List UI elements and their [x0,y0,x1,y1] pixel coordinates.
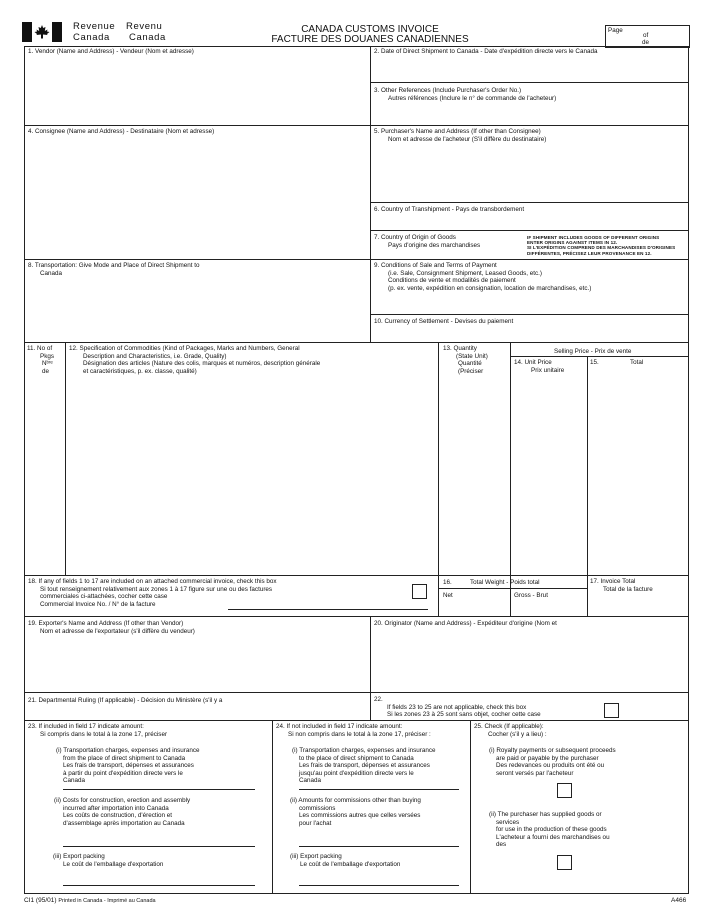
field-19-exporter-label: 19. Exporter's Name and Address (If other than Vendor) Nom et adresse de l'exportateur (s'il diffère du vendeur) [28,620,195,635]
field-24-ii-amount-line[interactable] [299,846,459,847]
field-20-originator-input[interactable] [371,630,687,691]
agency-name-en-line1: Revenue [73,21,116,32]
field-10-currency-label: 10. Currency of Settlement - Devises du paiement [374,318,514,325]
items-specification-column[interactable] [66,385,437,574]
page-de-label: de [642,39,650,46]
field-22-checkbox[interactable] [604,703,619,718]
items-unit-price-column[interactable] [511,385,586,574]
field-25-ii-checkbox[interactable] [557,855,572,870]
field-16-net-input[interactable] [439,600,509,615]
field-24-not-included-label: 24. If not included in field 17 indicate amount: Si non compris dans le total à la zone 17, préciser : [276,723,431,738]
field-19-exporter-input[interactable] [25,637,369,691]
field-24-i-label: (i) Transportation charges, expenses and insurance to the place of direct shipment to Canada Les frais de transport, dépenses et assurances jusqu'au point d'expédition directe vers le Canada [292,747,436,785]
agency-name-en-line2: Canada [73,32,110,43]
canada-flag-icon [22,22,62,42]
field-7-origin-label: 7. Country of Origin of Goods Pays d'origine des marchandises [374,234,481,249]
field-1-vendor-label: 1. Vendor (Name and Address) - Vendeur (Nom et adresse) [28,48,194,55]
field-5-purchaser-label: 5. Purchaser's Name and Address (If other than Consignee) Nom et adresse de l'acheteur (S'il diffère du destinataire) [374,128,547,143]
footer-code: A466 [671,897,687,904]
form-title-en: CANADA CUSTOMS INVOICE [301,24,439,35]
field-8-transportation-input[interactable] [25,279,369,341]
field-6-transhipment-label: 6. Country of Transhipment - Pays de transbordement [374,206,525,213]
field-23-ii-amount-line[interactable] [63,846,255,847]
field-4-consignee-label: 4. Consignee (Name and Address) - Destinataire (Nom et adresse) [28,128,215,135]
field-13-quantity-label: 13. Quantity (State Unit) Quantité (Préciser [443,345,488,375]
field-22-label: 22. If fields 23 to 25 are not applicable, check this box Si les zones 23 à 25 sont sans objet, cocher cette case [374,696,541,719]
field-6-transhipment-input[interactable] [371,215,687,229]
field-10-currency-input[interactable] [371,327,687,341]
field-25-i-checkbox[interactable] [557,783,572,798]
field-23-i-amount-line[interactable] [63,789,255,790]
field-24-iii-label: (iii) Export packing Le coût de l'emballage d'exportation [290,853,401,868]
field-16-net-label: Net [443,592,453,599]
field-23-ii-label: (ii) Costs for construction, erection and assembly incurred after importation into Canada Les coûts de construction, d'érection et d'assemblage après importation au Canada [54,797,191,827]
field-24-i-amount-line[interactable] [299,789,459,790]
field-9-conditions-label: 9. Conditions of Sale and Terms of Payment (i.e. Sale, Consignment Shipment, Leased Goods, etc.) Conditions de vente et modalités de paiement (p. ex. vente, expédition en consignation, location de marchandises, etc.) [374,262,592,292]
field-24-ii-label: (ii) Amounts for commissions other than buying commissions Les commissions autres que celles versées pour l'achat [290,797,421,827]
page-of-label: of [643,32,649,39]
field-18-commercial-invoice-label: 18. If any of fields 1 to 17 are included on an attached commercial invoice, check this box Si tout renseignement relativement aux zones 1 à 17 figure sur une ou des factures commerciales ci-attachées, cocher cette case Commercial Invoice No. / N° de la facture [28,578,277,608]
field-25-i-label: (i) Royalty payments or subsequent proceeds are paid or payable by the purchaser Des redevances ou produits ont été ou seront versés par l'acheteur [489,747,616,777]
field-24-iii-amount-line[interactable] [299,885,459,886]
field-23-iii-amount-line[interactable] [63,885,255,886]
field-21-ruling-input[interactable] [25,706,369,719]
field-16-gross-input[interactable] [511,600,586,615]
field-16-weight-label: 16. Total Weight - Poids total [443,579,540,586]
footer-form-id: CI1 (95/01) Printed in Canada - Imprimé au Canada [24,897,156,904]
field-1-vendor-input[interactable] [25,57,369,124]
field-2-date-label: 2. Date of Direct Shipment to Canada - Date d'expédition directe vers le Canada [374,48,598,55]
field-5-purchaser-input[interactable] [371,145,687,201]
field-20-originator-label: 20. Originator (Name and Address) - Expéditeur d'origine (Nom et [374,620,557,627]
field-2-date-input[interactable] [371,57,687,81]
field-12-specification-label: 12. Specification of Commodities (Kind of Packages, Marks and Numbers, General Description and Characteristics, i.e. Grade, Quality) Désignation des articles (Nature des colis, marques et numéros, description générale et caractéristiques, p. ex. classe, qualité) [69,345,321,375]
field-3-references-input[interactable] [371,104,687,124]
items-quantity-column[interactable] [439,385,509,574]
selling-price-header: Selling Price - Prix de vente [554,348,632,355]
field-21-ruling-label: 21. Departmental Ruling (If applicable) - Décision du Ministère (s'il y a [28,697,223,704]
page-label: Page [608,27,623,34]
agency-name-fr-line2: Canada [129,32,166,43]
field-11-packages-label: 11. No of Pkgs Nᵇʳᵉ de [27,345,54,375]
field-17-invoice-total-label: 17. Invoice Total Total de la facture [590,578,653,593]
field-23-included-label: 23. If included in field 17 indicate amount: Si compris dans le total à la zone 17, préciser [28,723,168,738]
field-14-unit-price-label: 14. Unit Price Prix unitaire [514,359,565,374]
field-15-total-label: 15. Total [590,359,644,366]
field-16-gross-label: Gross - Brut [514,592,548,599]
field-23-i-label: (i) Transportation charges, expenses and insurance from the place of direct shipment to Canada Les frais de transport, dépenses et assurances à partir du point d'expédition directe vers le Canada [56,747,200,785]
field-23-iii-label: (iii) Export packing Le coût de l'emballage d'exportation [53,853,164,868]
items-packages-column[interactable] [25,385,64,574]
items-total-column[interactable] [588,385,687,574]
agency-name-fr-line1: Revenu [126,21,163,32]
field-18-checkbox[interactable] [412,584,427,599]
field-3-references-label: 3. Other References (Include Purchaser's Order No.) Autres références (Inclure le n° de commande de l'acheteur) [374,87,557,102]
field-25-check-label: 25. Check (If applicable): Cocher (s'il y a lieu) : [474,723,547,738]
field-7-origin-note: IF SHIPMENT INCLUDES GOODS OF DIFFERENT ORIGINS ENTER ORIGINS AGAINST ITEMS IN 12. SI L'EXPÉDITION COMPREND DES MARCHANDISES D'ORIGINES DIFFÉRENTES, PRÉCISEZ LEUR PROVENANCE EN 12. [527,235,676,256]
field-18-invoice-number-line[interactable] [228,609,428,610]
field-8-transportation-label: 8. Transportation: Give Mode and Place of Direct Shipment to Canada [28,262,200,277]
field-25-ii-label: (ii) The purchaser has supplied goods or services for use in the production of these goods L'acheteur a fourni des marchandises ou des [489,811,610,849]
form-title-fr: FACTURE DES DOUANES CANADIENNES [271,34,469,45]
field-4-consignee-input[interactable] [25,137,369,258]
